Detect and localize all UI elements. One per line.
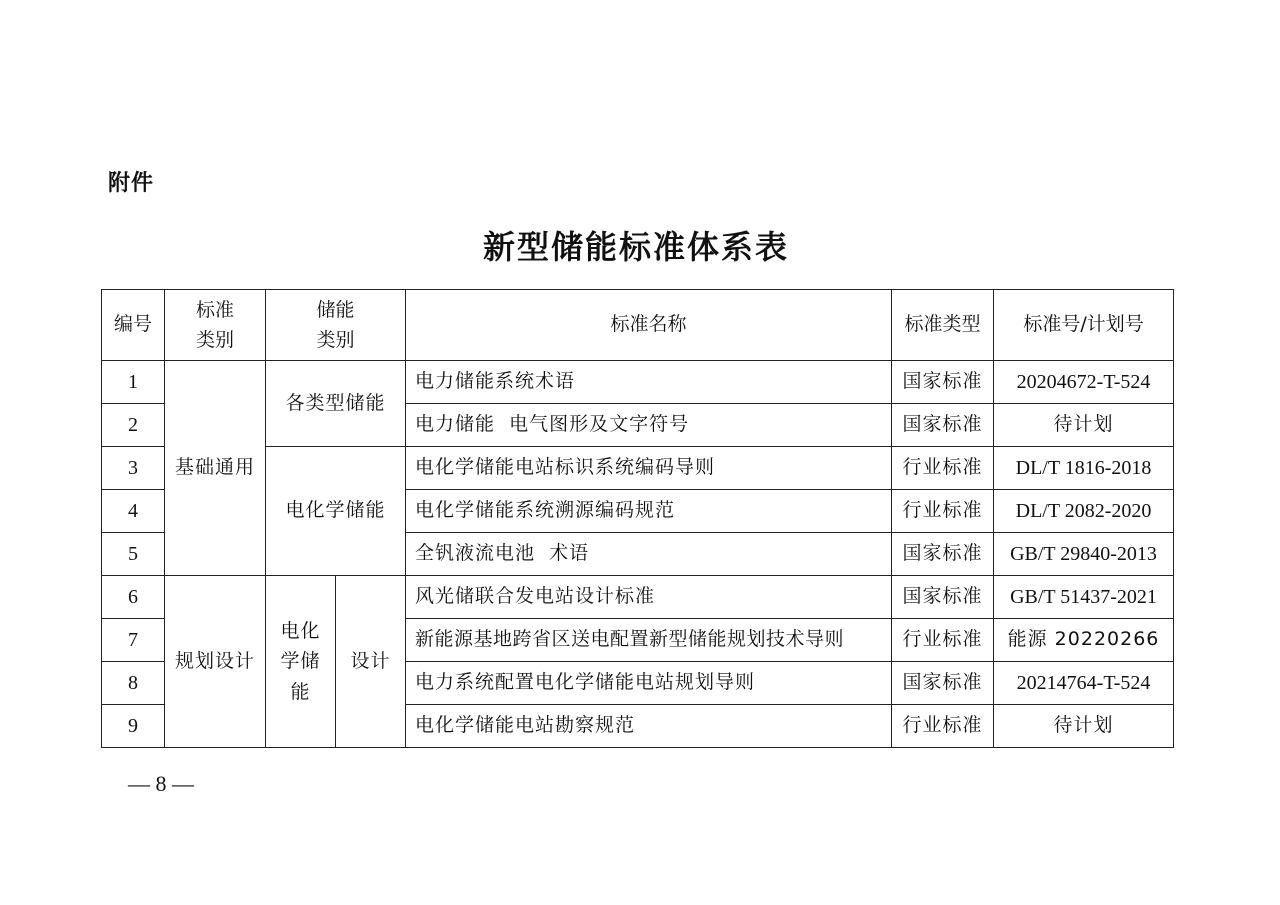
group-all-types: 各类型储能: [266, 361, 406, 447]
row-name: 电力系统配置电化学储能电站规划导则: [406, 662, 892, 705]
group-electrochemical-vertical: [266, 576, 336, 748]
row-no: 8: [102, 662, 165, 705]
row-type: 行业标准: [892, 447, 994, 490]
row-code: GB/T 51437-2021: [994, 576, 1174, 619]
header-type: 标准类型: [892, 290, 994, 361]
row-no: 1: [102, 361, 165, 404]
row-code: GB/T 29840-2013: [994, 533, 1174, 576]
header-storage-category-line1: 储能: [316, 298, 355, 321]
table-header-row: [102, 290, 1174, 361]
row-code: DL/T 2082-2020: [994, 490, 1174, 533]
table-row: [102, 361, 1174, 404]
row-code: 待计划: [994, 705, 1174, 748]
group-electrochemical-line1: 电化: [280, 619, 321, 642]
standards-table: [101, 289, 1174, 748]
row-no: 6: [102, 576, 165, 619]
row-name: 电化学储能电站勘察规范: [406, 705, 892, 748]
header-no: 编号: [102, 290, 165, 361]
row-code: 20214764-T-524: [994, 662, 1174, 705]
group-design: 设计: [336, 576, 406, 748]
row-no: 7: [102, 619, 165, 662]
row-name: 电化学储能系统溯源编码规范: [406, 490, 892, 533]
row-name: 新能源基地跨省区送电配置新型储能规划技术导则: [406, 619, 892, 662]
document-title: 新型储能标准体系表: [482, 228, 789, 266]
header-code: 标准号/计划号: [994, 290, 1174, 361]
header-storage-category: [266, 290, 406, 361]
row-type: 国家标准: [892, 662, 994, 705]
row-name: 风光储联合发电站设计标准: [406, 576, 892, 619]
row-name: 电力储能 电气图形及文字符号: [406, 404, 892, 447]
row-type: 行业标准: [892, 490, 994, 533]
row-code: 能源 20220266: [994, 619, 1174, 662]
table-row: [102, 576, 1174, 619]
row-name: 电化学储能电站标识系统编码导则: [406, 447, 892, 490]
row-no: 9: [102, 705, 165, 748]
row-no: 3: [102, 447, 165, 490]
row-type: 国家标准: [892, 404, 994, 447]
group-planning: 规划设计: [165, 576, 266, 748]
row-code: DL/T 1816-2018: [994, 447, 1174, 490]
row-name: 全钒液流电池 术语: [406, 533, 892, 576]
row-type: 行业标准: [892, 705, 994, 748]
header-name: 标准名称: [406, 290, 892, 361]
attachment-label: 附件: [108, 171, 155, 196]
row-type: 国家标准: [892, 361, 994, 404]
row-name: 电力储能系统术语: [406, 361, 892, 404]
row-no: 5: [102, 533, 165, 576]
row-type: 行业标准: [892, 619, 994, 662]
header-std-category: [165, 290, 266, 361]
row-no: 2: [102, 404, 165, 447]
group-electrochemical: 电化学储能: [266, 447, 406, 576]
group-electrochemical-line2: 学储: [280, 650, 321, 673]
row-code: 待计划: [994, 404, 1174, 447]
header-std-category-line2: 类别: [195, 329, 234, 351]
row-type: 国家标准: [892, 533, 994, 576]
row-code: 20204672-T-524: [994, 361, 1174, 404]
row-type: 国家标准: [892, 576, 994, 619]
header-storage-category-line2: 类别: [316, 329, 355, 351]
header-std-category-line1: 标准: [195, 298, 234, 321]
page-number: — 8 —: [128, 771, 194, 796]
group-basic: 基础通用: [165, 361, 266, 576]
group-electrochemical-line3: 能: [290, 680, 311, 703]
row-no: 4: [102, 490, 165, 533]
